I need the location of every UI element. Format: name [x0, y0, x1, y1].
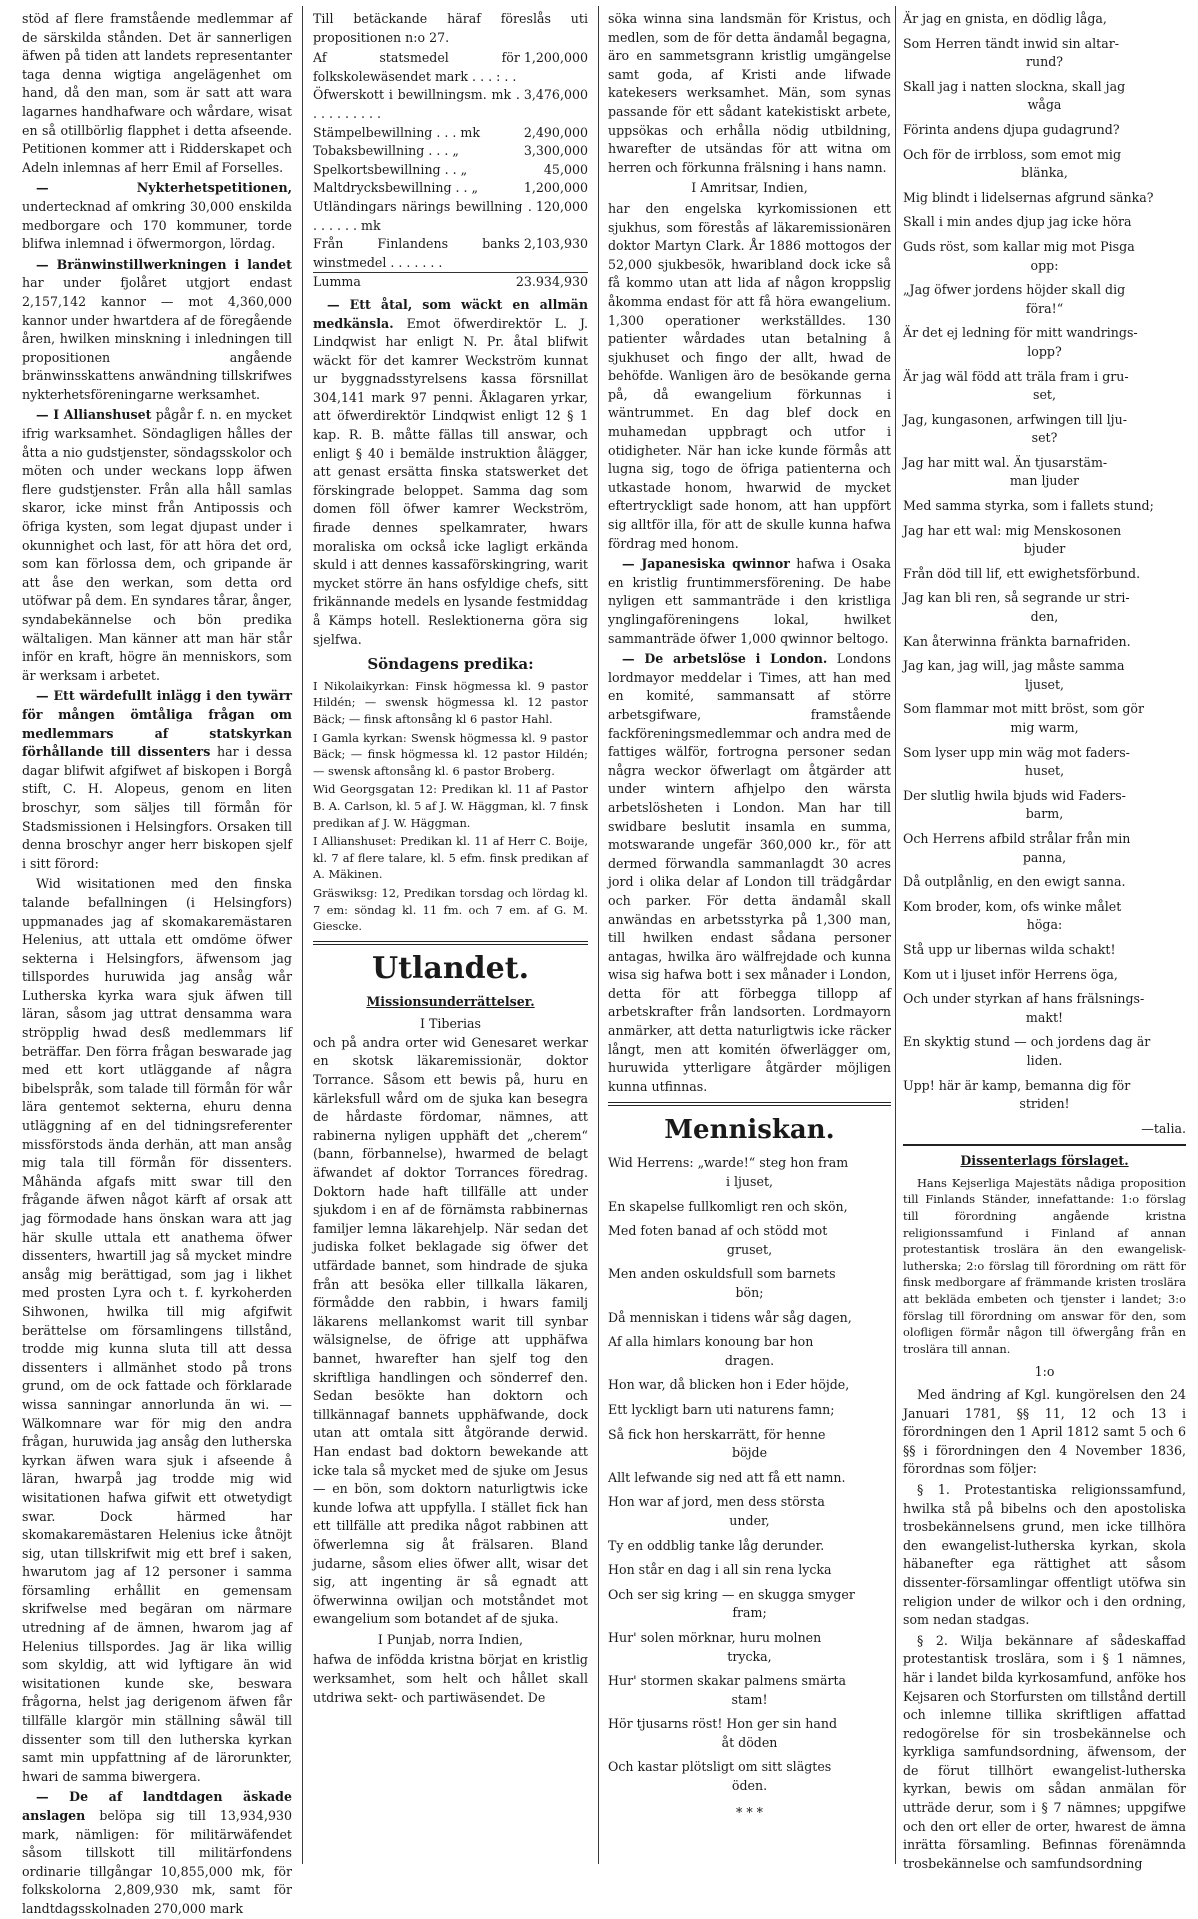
budget-row: Stämpelbewillning . . . mk 2,490,000	[313, 124, 588, 140]
poem-line: Med samma styrka, som i fallets stund;	[903, 498, 1154, 514]
section-heading-sermons: Söndagens predika:	[367, 655, 534, 674]
poem-line: Och ser sig kring — en skugga smyger fram;	[608, 1586, 855, 1621]
poem-line: En skyktig stund — och jordens dag är liden.	[903, 1034, 1151, 1068]
poem-line: Mig blindt i lidelsernas afgrund sänka?	[903, 189, 1154, 205]
poem-line: Med foten banad af och stödd mot gruset,	[608, 1223, 828, 1257]
budget-intro: Till betäckande häraf föreslås uti propositionen n:o 27.	[313, 11, 588, 45]
section-subheading-missions: Missionsunderrättelser.	[366, 993, 535, 1009]
poem-line: Ett lyckligt barn uti naturens famn;	[608, 1401, 835, 1417]
poem-line: Kom broder, kom, ofs winke målet höga:	[903, 898, 1122, 933]
budget-row: Maltdrycksbewillning . . „ 1,200,000	[313, 180, 588, 196]
dateline: I Tiberias	[420, 1016, 481, 1032]
budget-row: Tobaksbewillning . . . „ 3,300,000	[313, 143, 588, 159]
poem-line: Jag har ett wal: mig Menskosonen bjuder	[903, 522, 1122, 557]
poem-line: Kan återwinna fränkta barnafriden.	[903, 633, 1131, 649]
poem	[608, 1154, 891, 1795]
news-text: pågår f. n. en mycket ifrig warksamhet. Söndagligen hålles der åtta a nio gudstjenster, söndagsskolor och möten och under weckans lopp äfwen flere gudstjenster. Från alla håll samlas skaror, icke minst från Antipossis och öfriga kysten, som legat djupast under i okunnighet och last, för att höra det ord, som kan förlossa dem, och gripande är att åse den werkan, som detta ord utöfwar på dem. En syndares tårar, ånger, syndabekännelse och bön predika wältaligen. Man känner att man här står inför en kraft, högre än menniskors, som är werksam i arbetet.	[22, 407, 292, 683]
news-heading: — Ett wärdefullt inlägg i den tywärr för mången ömtåliga frågan om medlemmars af statskyrkan förhållande till dissenters	[22, 688, 292, 760]
column-rule	[895, 6, 896, 1864]
poem-line: Skall i min andes djup jag icke höra	[903, 214, 1132, 230]
column-3	[608, 10, 891, 1860]
news-item	[22, 256, 292, 405]
poem-line: Guds röst, som kallar mig mot Pisga opp:	[903, 238, 1135, 273]
column-4	[903, 10, 1186, 1871]
poem-line: Allt lefwande sig ned att få ett namn.	[608, 1469, 846, 1485]
poem-line: Upp! här är kamp, bemanna dig för striden!	[903, 1077, 1131, 1112]
poem-line: Hur' solen mörknar, huru molnen trycka,	[608, 1629, 822, 1664]
news-text: undertecknad af omkring 30,000 enskilda medborgare och 170 kommuner, torde blifwa inlemnad i öfwermorgon, lördag.	[22, 198, 292, 252]
article-text: har den engelska kyrkomissionen ett sjukhus, som förestås af läkaremissionären doktor Martyn Clark. År 1886 mottogos der 52,000 sjukbesök, hwaribland dock icke så få kommo utan att lida af någon kroppslig åkomma endast för att få höra ewangelium. 1,300 operationer werkställdes. 130 patienter wårdades utan betalning å sjukhuset och fingo der allt, hwad de behöfde. Wanligen äro de besökande gerna på, då ewangelium förkunnas i wäntrummet. En dag blef dock en muhamedan uppbragt och utfor i otidigheter. När han icke kunde förmås att lugna sig, togo de öfriga patienterna och utkastade honom, hwarwid de mycket eftertryckligt sade honom, att han uppfört sig alltför illa, för att de skulle kunna hafwa fördrag med honom.	[608, 200, 891, 551]
poem-line: Hur' stormen skakar palmens smärta stam!	[608, 1673, 847, 1707]
stars-separator: * * *	[736, 1804, 763, 1820]
law-paragraph: § 1. Protestantiska religionssamfund, hwilka stå på bibelns och den apostoliska trosbekännelsens grund, men icke tillhöra den ewangelist-lutherska kyrkan, skola häbanefter ega rättighet att såsom dissenter-församlingar offentligt utöfwa sin religion under de wilkor och i den ordning, som nedan stadgas.	[903, 1481, 1186, 1628]
budget-row: Spelkortsbewillning . . „ 45,000	[313, 161, 588, 177]
poem-line: Då outplånlig, en den ewigt sanna.	[903, 874, 1126, 890]
sermon-listing: I Allianshuset: Predikan kl. 11 af Herr C. Boije, kl. 7 af flere talare, kl. 5 efm. finsk predikan af A. Mäkinen.	[313, 834, 588, 882]
poem-line: Skall jag i natten slockna, skall jag wåga	[903, 78, 1126, 113]
proposition-intro: Hans Kejserliga Majestäts nådiga proposition till Finlands Ständer, innefattande: 1:o förslag till förordning angående kristna religionssamfund i Finland af annan protestantisk troslära än den ewangelisk-lutherska; 2:o förslag till förordning om rätt för finsk medborgare af främmande kristen troslära att bekläda embeten och tjenster i landet; 3:o förslag till förordning om answar för den, som olofligen förmår någon till öfwergång från en troslära till annan.	[903, 1175, 1186, 1356]
dateline: I Amritsar, Indien,	[691, 180, 808, 196]
column-rule	[598, 6, 599, 1864]
budget-row: Utländingars närings bewillning . . . . . . . mk 120,000	[313, 198, 588, 233]
poem-line: Hon står en dag i all sin rena lycka	[608, 1562, 832, 1578]
poem-continued	[903, 10, 1186, 1114]
news-item	[608, 650, 891, 1096]
sermon-listing: Gräswiksg: 12, Predikan torsdag och lördag kl. 7 em: söndag kl. 11 fm. och 7 em. af G. M. Giescke.	[313, 885, 588, 934]
news-text: Londons lordmayor meddelar i Times, att han med en komité, sammansatt af större arbetsgifware, framstående fackföreningsmedlemmar och andra med de fattiges wälför, fortrogna personer sedan några weckor öfwerlagt om åtgärder att under wintern afhjelpo den wärsta arbetslösheten i London. Man har till swidbare beslutit insamla en summa, motswarande ungefär 360,000 kr., för att dermed förwandla sammanlagdt 30 acres jord i olika delar af London till trädgårdar och parker. För detta ändamål skall anwändas en arbetsstyrka på 1,300 man, till hwilken endast sådana personer antagas, hwilka äro wälfrejdade och kunna wisa sig hafwa bott i sex månader i London, detta för att förbegga tillopp af arbetskrafter från landsorten. Lordmayorn anmärker, att detta naturligtwis icke räcker långt, men att komitén öfwerlägger om, huruwida ytterligare åtgärder möjligen kunna utfinnas.	[608, 651, 891, 1094]
news-text: har i dessa dagar blifwit afgifwet af biskopen i Borgå stift, C. H. Alopeus, genom en liten broschyr, som säljes till förmån för Stadsmissionen i Helsingfors. Orsaken till denna broschyr anger herr biskopen sjelf i sitt förord:	[22, 744, 293, 871]
column-2	[313, 10, 588, 1860]
news-heading: — Ett åtal, som wäckt en allmän medkänsla.	[313, 296, 588, 331]
news-heading: — I Allianshuset	[36, 407, 152, 423]
law-paragraph: § 2. Wilja bekännare af sådeskaffad protestantisk troslära, som i § 1 nämnes, här i landet bilda kyrkosamfund, anföke hos Kejsaren och Storfursten om tillstånd dertill och inlemne tillika skriftligen affattad redogörelse för sin trosbekännelse och kyrkliga samfundsordning, äfwensom, der de förut tillhört ewangelist-lutherska kyrkan, bewis om sådan anmälan för utträde derur, som i § 7 nämnes; uppgifwe och den ort eller de orter, hwarest de ämna inrätta församling. Befinnas förenämnda trosbekännelse och samfundsordning	[903, 1632, 1186, 1871]
budget-total: Lumma 23.934,930	[313, 272, 588, 292]
section-number: 1:o	[1034, 1364, 1055, 1380]
poem-line: Stå upp ur libernas wilda schakt!	[903, 941, 1116, 957]
poem-line: Så fick hon herskarrätt, för henne böjde	[608, 1426, 826, 1461]
poem-title: Menniskan.	[664, 1115, 835, 1146]
news-heading: — Bränwinstillwerkningen i landet	[36, 256, 292, 272]
news-heading: — De arbetslöse i London.	[622, 651, 828, 667]
article-text: stöd af flere framstående medlemmar af de särskilda stånden. Det är sannerligen äfwen på tiden att landets representanter taga denna wigtiga angelägenhet om hand, då den man, som är satt att wara lagarnes handhafware och wårdare, wisat en så otillbörlig flapphet i detta afseende. Petitionen kommer att i Ridderskapet och Adeln inlemnas af herr Emil af Forselles.	[22, 11, 292, 175]
poem-line: Är jag en gnista, en dödlig låga,	[903, 11, 1107, 26]
news-item	[608, 555, 891, 648]
news-text: hafwa i Osaka en kristlig fruntimmersförening. De habe nyligen ett sammanträde i den kristliga ynglingaföreningens lokal, hwilket sammanträde öfwer 1,000 qwinnor beltogo.	[608, 556, 891, 646]
news-item	[22, 406, 292, 685]
poem-line: Jag har mitt wal. Än tjusarstäm- man ljuder	[903, 454, 1108, 489]
news-text: belöpa sig till 13,934,930 mark, nämligen: för militärwäfendet såsom tillskott till militärfondens ordinarie tillgångar 10,855,000 mk, för folkskolorna 2,809,930 mk, samt för landtdagsskolnaden 270,000 mark	[22, 1808, 292, 1916]
poem-line: Som lyser upp min wäg mot faders- huset,	[903, 744, 1130, 779]
sermon-listing: Wid Georgsgatan 12: Predikan kl. 11 af Pastor B. A. Carlson, kl. 5 af J. W. Häggman, kl. 7 finsk predikan af J. W. Häggman.	[313, 782, 588, 830]
poem-line: „Jag öfwer jordens höjder skall dig föra!“	[903, 282, 1126, 316]
poem-line: Men anden oskuldsfull som barnets bön;	[608, 1266, 836, 1300]
section-divider	[608, 1102, 891, 1106]
poem-line: Då menniskan i tidens wår såg dagen,	[608, 1309, 852, 1325]
poem-line: Hon war, då blicken hon i Eder höjde,	[608, 1377, 850, 1393]
poem-line: Kom ut i ljuset inför Herrens öga,	[903, 966, 1118, 982]
poem-line: Wid Herrens: „warde!“ steg hon fram i ljuset,	[608, 1155, 849, 1190]
dateline: I Punjab, norra Indien,	[377, 1631, 524, 1647]
poem-line: Jag kan bli ren, så segrande ur stri- den,	[903, 590, 1130, 625]
budget-row: Från Finlandens banks winstmedel . . . . . . . 2,103,930	[313, 236, 588, 270]
news-text: Emot öfwerdirektör L. J. Lindqwist har enligt N. Pr. åtal blifwit wäckt för det kamrer Weckström kunnat ur byggnadsstyrelsens kassa försnillat 304,141 mark 97 penni. Åklagaren yrkar, att öfwerdirektör Lindqwist enligt 12 § 1 kap. R. B. måtte fällas till answar, och enligt § 40 i bemälde instruktion ålägger, att genast ersätta finska statswerket det förskingrade beloppet. Samma dag som domen föll öfwer kamrer Weckström, firade dennes spelkamrater, hwars moraliska om också icke lagligt erkända skuld i att dennes kassaförskingring, warit mycket större än hans osfyldige chefs, sitt frikännande medels en lysande festmiddag å Kämps hotell. Reslektionerna göra sig sjelfwa.	[313, 315, 588, 647]
news-heading: — Japanesiska qwinnor	[622, 556, 790, 572]
budget-row: Öfwerskott i bewillningsm. mk . . . . . . . . . . 3,476,000	[313, 87, 588, 121]
budget-row: Af statsmedel för folkskolewäsendet mark . . . : . . 1,200,000	[313, 50, 588, 84]
section-heading-dissenter: Dissenterlags förslaget.	[960, 1153, 1129, 1169]
news-item	[313, 296, 588, 649]
poem-line: Och för de irrbloss, som emot mig blänka,	[903, 146, 1122, 181]
news-item	[22, 687, 292, 873]
poem-line: Jag kan, jag will, jag måste samma ljuset,	[903, 658, 1125, 692]
poem-line: Är jag wäl född att träla fram i gru- set,	[903, 368, 1129, 403]
poem-line: Der slutlig hwila bjuds wid Faders- barm,	[903, 787, 1126, 822]
poem-line: Hör tjusarns röst! Hon ger sin hand åt döden	[608, 1716, 838, 1750]
news-item	[22, 179, 292, 253]
poem-line: Är det ej ledning för mitt wandrings- lopp?	[903, 325, 1138, 359]
poem-line: Som Herren tändt inwid sin altar- rund?	[903, 35, 1120, 70]
law-text: Med ändring af Kgl. kungörelsen den 24 Januari 1781, §§ 11, 12 och 13 i förordningen den 1 April 1812 samt 5 och 6 §§ i förordningen den 4 November 1836, förordnas som följer:	[903, 1387, 1186, 1477]
article-text: hafwa de infödda kristna börjat en kristlig werksamhet, som helt och hållet skall utdriwa sekt- och partiwäsendet. De	[313, 1652, 588, 1705]
poem-line: Jag, kungasonen, arfwingen till lju- set?	[903, 411, 1127, 446]
poem-line: Af alla himlars konoung bar hon dragen.	[608, 1334, 814, 1368]
poem-line: Och kastar plötsligt om sitt slägtes öden.	[608, 1759, 832, 1794]
news-heading: — De af landtdagen äskade anslagen	[22, 1789, 292, 1823]
poem-line: Och under styrkan af hans frälsnings- makt!	[903, 991, 1145, 1025]
sermon-listing: I Nikolaikyrkan: Finsk högmessa kl. 9 pastor Hildén; — swensk högmessa kl. 12 pastor Bäck; — finsk aftonsång kl 6 pastor Hahl.	[313, 678, 588, 726]
column-1	[22, 10, 293, 1916]
news-heading: — Nykterhetspetitionen,	[36, 180, 292, 196]
quoted-text: Wid wisitationen med den finska talande befallningen (i Helsingfors) uppmanades jag af skomakaremästaren Helenius, att uttala ett omdöme öfwer sekterna i Helsingfors, äfwensom jag tillspordes huruwida jag ansåg wår Lutherska kyrka wara sjuk äfwen till läran, såsom jag uttrat densamma wara ströpplig hwad desß medlemmars lif beträffar. Den förra frågan beswarade jag med ett kort utläggande af några bibelspråk, som talade till förmån för wår lära gentemot sekterna, ehuru denna utläggning af en del tidningsreferenter missförstods ända derhän, att man ansåg mig tala till förmån för dissenters. Måhända afgafs mitt swar till den frågande äfwen något kärft af orsak att jag förmodade hans önskan wara att jag här skulle uttala ett anathema öfwer dissenters, hwartill jag så mycket mindre ansåg mig berättigad, som jag i likhet med prosten Lyra och t. f. kyrkoherden Sihwonen, hwilka till mig afgifwit berättelse om församlingens tillstånd, trodde mig kunna sluta till att dessa dissenters i allmänhet stodo på trons grund, om de ock fattade och förklarade wissa sanningar annorlunda än wi. — Wälkomnare war för mig den andra frågan, huruwida jag ansåg den lutherska kyrkan äfwen wara sjuk i afseende å läran, hwarpå jag trodde mig wid wisitationen hafwa gifwit ett otwetydigt swar. Dock härmed har skomakaremästaren Helenius icke åtnöjt sig, utan tillskrifwit mig ett bref i saken, hwarutom jag af 12 personer i samma församling erhållit en gemensam skrifwelse med begäran om närmare utredning af de ämnen, hwarom jag af Helenius tillspordes. Jag är lika willig som skyldig, att wid lyftigare än wid wisitationen kunde ske, beswara frågorna, helst jag derigenom äfwen får tillfälle klargör min ställning såwäl till dissenter som till den lutherska kyrkan samt min uppfattning af de lärorunkter, hwari de samma biwergera.	[22, 876, 292, 1784]
poem-line: Och Herrens afbild strålar från min panna,	[903, 830, 1131, 865]
poem-line: Ty en oddblig tanke låg derunder.	[608, 1537, 825, 1553]
section-heading-foreign: Utlandet.	[371, 950, 530, 986]
poem-line: Som flammar mot mitt bröst, som gör mig warm,	[903, 701, 1145, 735]
news-text: har under fjolåret utgjort endast 2,157,142 kannor — mot 4,360,000 kannor under hwartdera af de föregående åren, hwilken minskning i inledningen till propositionen angående bränwinsskattens anwändning tillskrifwes nykterhetsföreningarne werksamhet.	[22, 275, 292, 402]
budget-table	[313, 49, 588, 292]
section-divider	[903, 1144, 1186, 1146]
article-text: söka winna sina landsmän för Kristus, och medlen, som de för detta ändamål begagna, äro en sammetsgrann kristlig umgängelse samt goda, af Kristi ande lifwade katekesers werksamhet. Män, som synas passande för ett sådant katekistiskt arbete, uppsökas och erhålla nödig utbildning, hwarefter de utsändas för att witna om herren och förkunna frälsning i hans namn.	[608, 11, 891, 175]
news-item	[22, 1788, 292, 1918]
poem-line: En skapelse fullkomligt ren och skön,	[608, 1198, 848, 1214]
sermon-listing: I Gamla kyrkan: Swensk högmessa kl. 9 pastor Bäck; — finsk högmessa kl. 12 pastor Hildén; — swensk aftonsång kl. 6 pastor Broberg.	[313, 730, 588, 778]
column-rule	[302, 6, 303, 1864]
poem-line: Förinta andens djupa gudagrund?	[903, 121, 1120, 137]
poem-line: Från död till lif, ett ewighetsförbund.	[903, 565, 1141, 581]
poem-signature: —talia.	[1141, 1120, 1186, 1136]
poem-line: Hon war af jord, men dess största under,	[608, 1494, 825, 1528]
section-divider	[313, 941, 588, 945]
article-text: och på andra orter wid Genesaret werkar en skotsk läkaremissionär, doktor Torrance. Såsom ett bewis på, huru en kärleksfull wård om de sjuka kan besegra de hårdaste fördomar, nämnes, att rabinerna nyligen upphäft det „cherem“ (bann, förbannelse), hwarmed de belagt äfwandet af doktor Torrances föredrag. Doktorn hade haft tillfälle att under sjukdom i en af de förnämsta rabbinernas familjer lemna läkarehjelp. När sedan det judiska folket beklagade sig öfwer det utfärdade bannet, som hindrade de sjuka från att besöka eller tillkalla läkaren, förmådde den rabbin, i hwars familj läkarens mellankomst warit till synbar wälsignelse, de öfrige att upphäfwa bannet, hwarefter han sjelf tog den skriftliga handlingen och sönderref den. Sedan besökte han doktorn och tillkännagaf bannets upphäfwande, dock utan att omtala sitt åtgörande derwid. Han endast bad doktorn bewekande att icke tala så mycket med de sjuke om Jesus — en bön, som doktorn naturligtwis icke kunde lofwa att uppfylla. I stället fick han ett tillfälle att predika något rabbinen att öfwerlemna sig åt frälsaren. Bland judarne, såsom elies öfwer allt, wisar det sig, att ingenting är så egnadt att öfwerwinna owiljan och motståndet mot ewangelium som botandet af de sjuka.	[313, 1034, 588, 1627]
